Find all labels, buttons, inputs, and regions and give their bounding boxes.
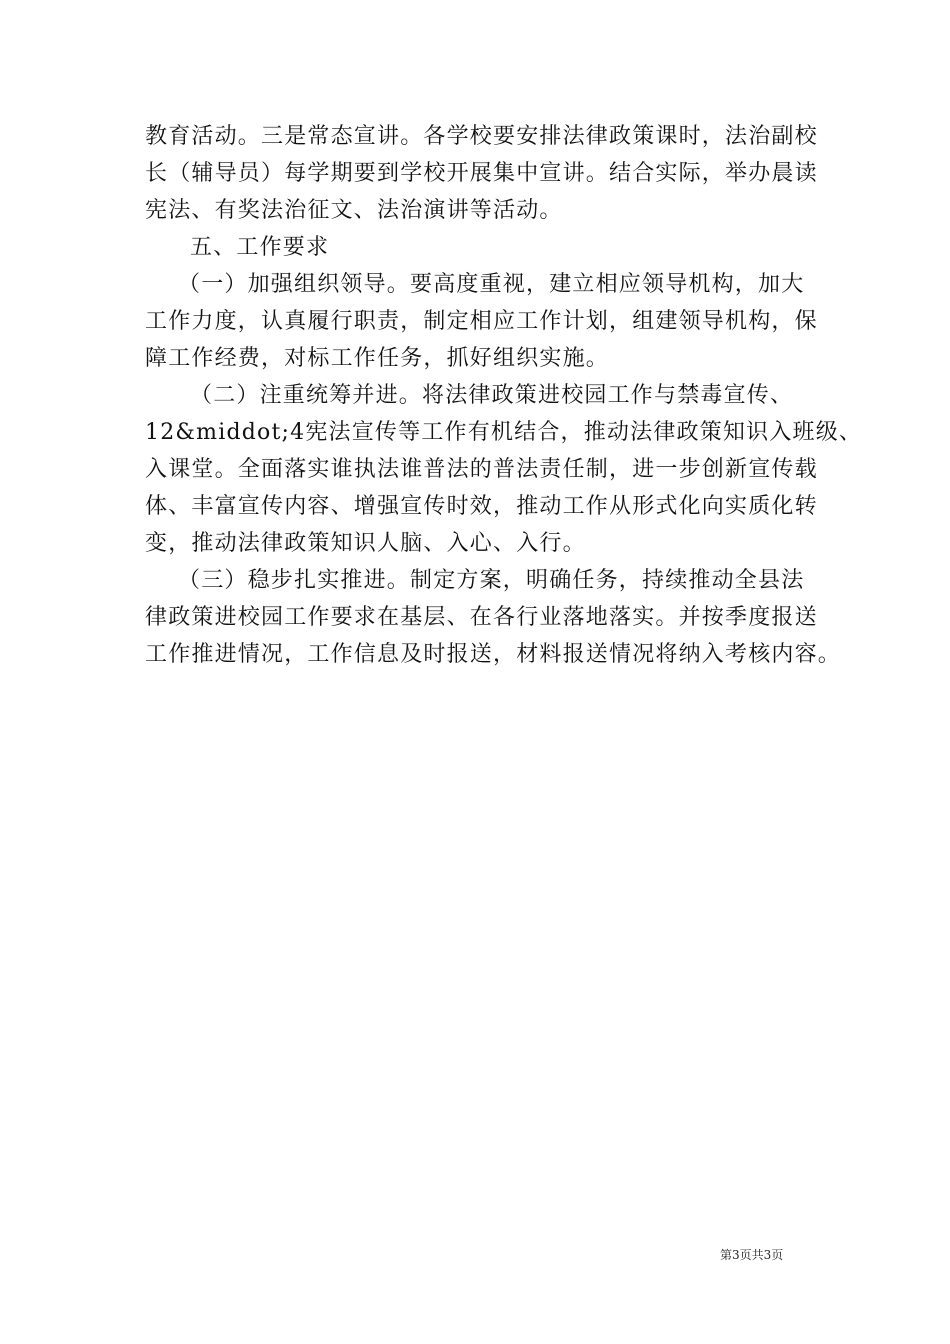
text-line-7: 障工作经费，对标工作任务，抓好组织实施。	[145, 346, 610, 371]
text-line-5: （一）加强组织领导。要高度重视，建立相应领导机构，加大	[178, 272, 805, 297]
text-line-2: 长（辅导员）每学期要到学校开展集中宣讲。结合实际，举办晨读	[145, 161, 818, 186]
text-line-9: 12&middot;4宪法宣传等工作有机结合，推动法律政策知识入班级、	[145, 420, 863, 445]
text-line-3: 宪法、有奖法治征文、法治演讲等活动。	[145, 198, 563, 223]
text-line-10: 入课堂。全面落实谁执法谁普法的普法责任制，进一步创新宣传载	[145, 457, 818, 482]
text-line-6: 工作力度，认真履行职责，制定相应工作计划，组建领导机构，保	[145, 309, 818, 334]
text-line-11: 体、丰富宣传内容、增强宣传时效，推动工作从形式化向实质化转	[145, 494, 818, 519]
text-line-14: 律政策进校园工作要求在基层、在各行业落地落实。并按季度报送	[145, 605, 818, 630]
text-line-13: （三）稳步扎实推进。制定方案，明确任务，持续推动全县法	[178, 568, 805, 593]
page-footer: 第3页共3页	[720, 1248, 784, 1262]
text-line-8: （二）注重统筹并进。将法律政策进校园工作与禁毒宣传、	[190, 383, 794, 408]
text-line-15: 工作推进情况，工作信息及时报送，材料报送情况将纳入考核内容。	[145, 642, 842, 667]
text-line-12: 变，推动法律政策知识人脑、入心、入行。	[145, 531, 586, 556]
text-line-1: 教育活动。三是常态宣讲。各学校要安排法律政策课时，法治副校	[145, 124, 818, 149]
section-heading: 五、工作要求	[190, 235, 330, 260]
